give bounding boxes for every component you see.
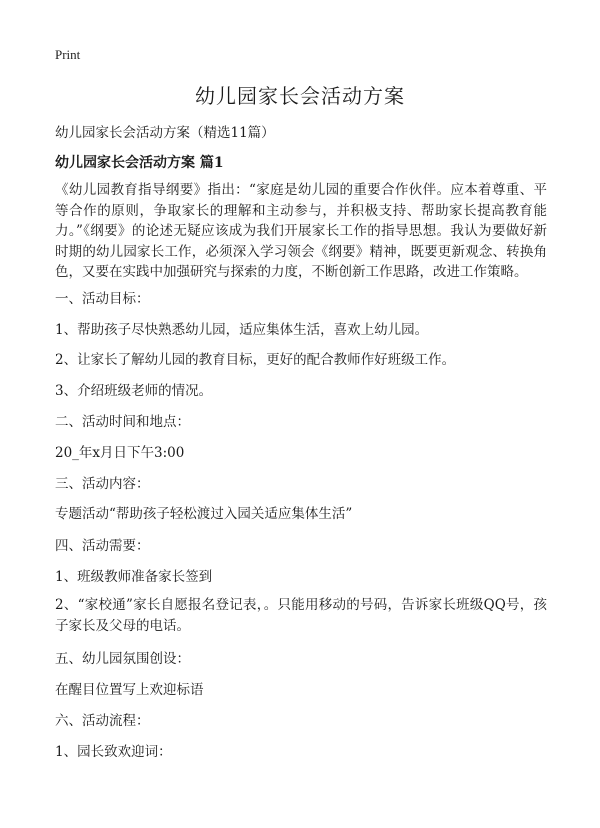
process-heading: 六、活动流程： [55,713,150,729]
needs-item-1: 1、班级教师准备家长签到 [55,569,213,585]
goal-item-2: 2、让家长了解幼儿园的教育目标，更好的配合教师作好班级工作。 [55,352,456,368]
time-place-heading: 二、活动时间和地点： [55,414,190,430]
section-heading: 幼儿园家长会活动方案 篇1 [55,155,224,171]
content-heading: 三、活动内容： [55,476,150,492]
goal-item-3: 3、介绍班级老师的情况。 [55,383,213,399]
atmosphere-heading: 五、幼儿园氛围创设： [55,651,190,667]
needs-heading: 四、活动需要： [55,538,150,554]
time-place-value: 20_年x月日下午3:00 [55,445,185,461]
print-link[interactable]: Print [55,47,81,62]
goal-item-1: 1、帮助孩子尽快熟悉幼儿园，适应集体生活，喜欢上幼儿园。 [55,322,429,338]
document-subtitle: 幼儿园家长会活动方案（精选11篇） [55,125,275,141]
intro-paragraph: 《幼儿园教育指导纲要》指出：“家庭是幼儿园的重要合作伙伴。应本着尊重、平等合作的原则，争取家长的理解和主动参与，并积极支持、帮助家长提高教育能力。”《纲要》的论述无疑应该成为我们开展家长工作的指导思想。我认为要做好新时期的幼儿园家长工作，必须深入学习领会《纲要》精神，既要更新观念、转换角色，又要在实践中加强研究与探索的力度，不断创新工作思路，改进工作策略。 [55,182,547,280]
atmosphere-item: 在醒目位置写上欢迎标语 [55,682,204,698]
content-item: 专题活动“帮助孩子轻松渡过入园关适应集体生活” [55,506,353,522]
process-item-1: 1、园长致欢迎词： [55,744,172,760]
needs-item-2: 2、“家校通”家长自愿报名登记表，。只能用移动的号码，告诉家长班级QQ号，孩子家长及父母的电话。 [55,597,547,634]
document-title: 幼儿园家长会活动方案 [195,84,405,108]
goals-heading: 一、活动目标： [55,291,150,307]
